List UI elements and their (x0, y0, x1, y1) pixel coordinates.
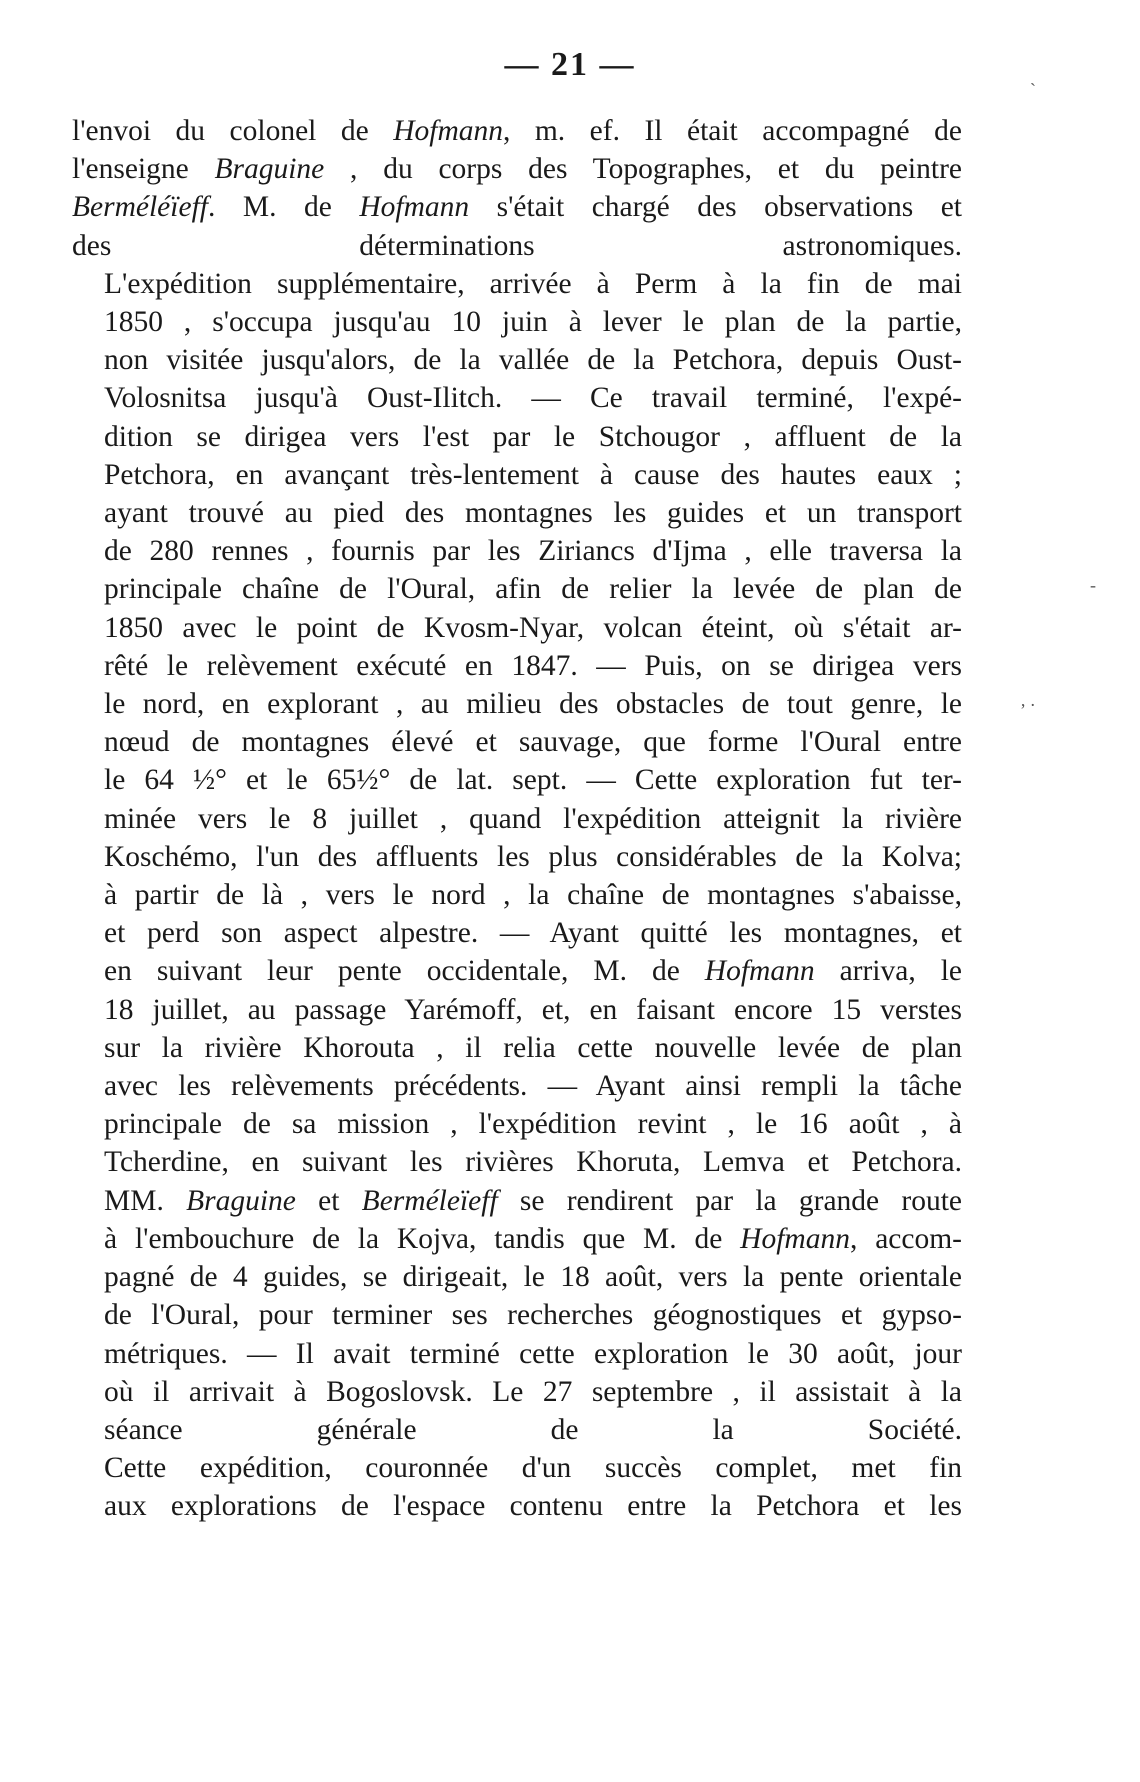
text-line: Cette expédition, couronnée d'un succès complet, met fin (104, 1452, 962, 1485)
text-line: ayant trouvé au pied des montagnes les guides et un transport (104, 497, 962, 530)
text-line: Petchora, en avançant très-lentement à cause des hautes eaux ; (104, 458, 962, 491)
text-line: Berméléïeff. M. de Hofmann s'était chargé des observations et (72, 191, 963, 224)
text-line: 1850 , s'occupa jusqu'au 10 juin à lever le plan de la partie, (104, 306, 962, 339)
text-line: Volosnitsa jusqu'à Oust-Ilitch. — Ce travail terminé, l'expé- (104, 382, 962, 415)
text-line: non visitée jusqu'alors, de la vallée de la Petchora, depuis Oust- (104, 344, 962, 377)
text-line: rêté le relèvement exécuté en 1847. — Puis, on se dirigea vers (104, 649, 962, 682)
text-line: pagné de 4 guides, se dirigeait, le 18 août, vers la pente orientale (104, 1261, 962, 1294)
text-line: dition se dirigea vers l'est par le Stchougor , affluent de la (104, 420, 962, 453)
margin-mark: ‚ . (1020, 690, 1035, 710)
paragraph-3 (72, 1449, 962, 1525)
text-line: des déterminations astronomiques. (72, 229, 962, 262)
text-line: métriques. — Il avait terminé cette exploration le 30 août, jour (104, 1337, 962, 1370)
text-line: et perd son aspect alpestre. — Ayant quitté les montagnes, et (104, 917, 962, 950)
body-text (72, 112, 962, 1526)
text-line: nœud de montagnes élevé et sauvage, que forme l'Oural entre (104, 726, 962, 759)
margin-mark: - (1090, 575, 1096, 595)
text-line: minée vers le 8 juillet , quand l'expédition atteignit la rivière (104, 802, 962, 835)
text-line: 18 juillet, au passage Yarémoff, et, en faisant encore 15 verstes (104, 993, 962, 1026)
text-line: à partir de là , vers le nord , la chaîne de montagnes s'abaisse, (104, 879, 962, 912)
text-line: L'expédition supplémentaire, arrivée à Perm à la fin de mai (104, 267, 962, 300)
text-line: aux explorations de l'espace contenu entre la Petchora et les (104, 1490, 962, 1523)
text-line: en suivant leur pente occidentale, M. de Hofmann arriva, le (104, 955, 962, 988)
text-line: avec les relèvements précédents. — Ayant ainsi rempli la tâche (104, 1070, 962, 1103)
page-number: — 21 — (504, 46, 636, 83)
text-line: à l'embouchure de la Kojva, tandis que M. de Hofmann, accom- (104, 1222, 962, 1255)
text-line: de l'Oural, pour terminer ses recherches géognostiques et gypso- (104, 1299, 962, 1332)
text-line: le 64 ½° et le 65½° de lat. sept. — Cette exploration fut ter- (104, 764, 962, 797)
text-line: MM. Braguine et Berméleïeff se rendirent par la grande route (104, 1184, 962, 1217)
text-line: séance générale de la Société. (104, 1413, 962, 1446)
text-line: l'envoi du colonel de Hofmann, m. ef. Il était accompagné de (72, 115, 962, 147)
text-line: Tcherdine, en suivant les rivières Khoruta, Lemva et Petchora. (104, 1146, 962, 1179)
text-line: où il arrivait à Bogoslovsk. Le 27 septembre , il assistait à la (104, 1375, 962, 1408)
paragraph-2 (72, 265, 962, 1449)
text-line: principale chaîne de l'Oural, afin de relier la levée de plan de (104, 573, 962, 606)
text-line: le nord, en explorant , au milieu des obstacles de tout genre, le (104, 688, 962, 721)
margin-mark: ˋ (1030, 80, 1036, 100)
text-line: l'enseigne Braguine , du corps des Topographes, et du peintre (72, 153, 962, 186)
paragraph-1 (72, 112, 962, 265)
text-line: 1850 avec le point de Kvosm-Nyar, volcan éteint, où s'était ar- (104, 611, 962, 644)
text-line: principale de sa mission , l'expédition revint , le 16 août , à (104, 1108, 962, 1141)
text-line: sur la rivière Khorouta , il relia cette nouvelle levée de plan (104, 1031, 962, 1064)
text-line: Koschémo, l'un des affluents les plus considérables de la Kolva; (104, 840, 962, 873)
text-line: de 280 rennes , fournis par les Ziriancs d'Ijma , elle traversa la (104, 535, 962, 568)
